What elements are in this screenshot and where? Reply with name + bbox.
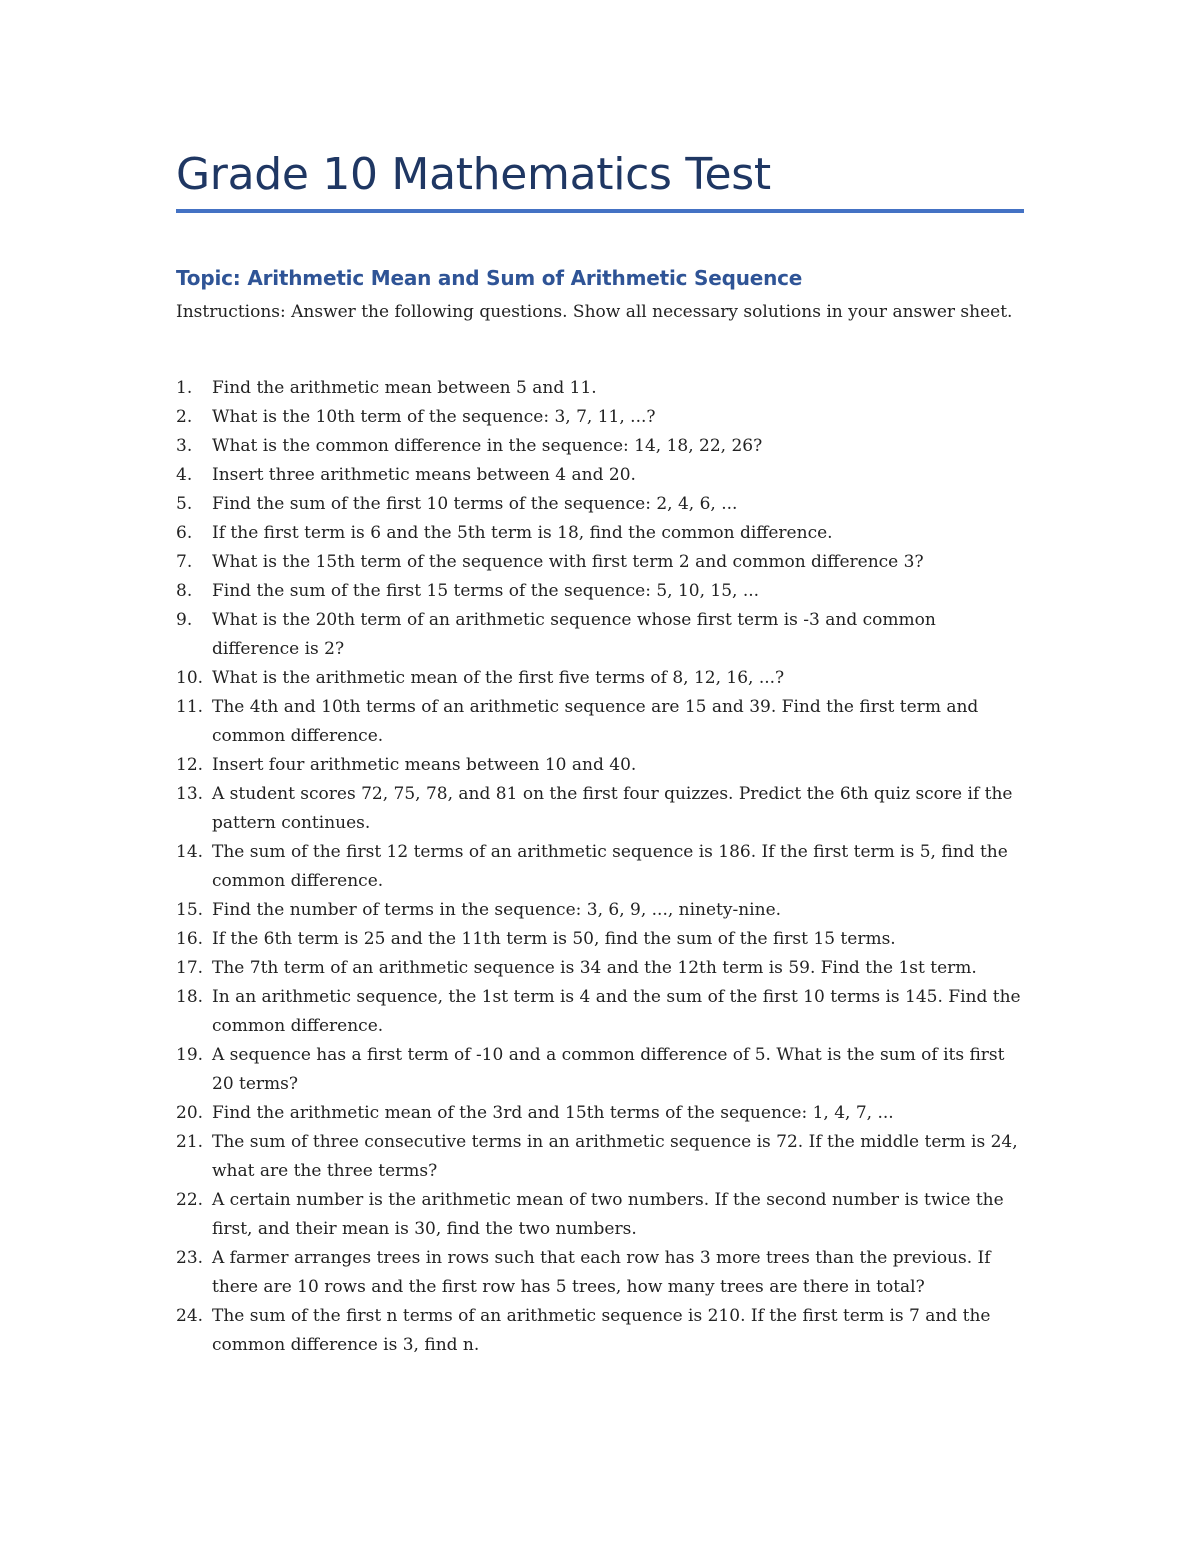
question-number: 1.: [176, 378, 193, 398]
question-number: 6.: [176, 523, 193, 543]
question-text: In an arithmetic sequence, the 1st term is 4 and the sum of the first 10 terms is 145. Find the common difference.: [212, 987, 1021, 1036]
page-title: Grade 10 Mathematics Test: [176, 149, 771, 200]
question-number: 8.: [176, 581, 193, 601]
question-item: [176, 954, 1024, 983]
question-item: [176, 751, 1024, 780]
question-text: Find the arithmetic mean between 5 and 11.: [212, 378, 597, 398]
question-item: [176, 1244, 1024, 1302]
question-item: [176, 1041, 1024, 1099]
question-number: 14.: [176, 842, 204, 862]
question-number: 3.: [176, 436, 193, 456]
question-number: 20.: [176, 1103, 204, 1123]
question-text: Insert three arithmetic means between 4 and 20.: [212, 465, 636, 485]
question-text: The sum of the first 12 terms of an arithmetic sequence is 186. If the first term is 5, find the common difference.: [212, 842, 1008, 891]
question-number: 5.: [176, 494, 193, 514]
question-text: Find the sum of the first 10 terms of the sequence: 2, 4, 6, ...: [212, 494, 738, 514]
question-number: 12.: [176, 755, 204, 775]
question-number: 7.: [176, 552, 193, 572]
question-number: 4.: [176, 465, 193, 485]
question-text: What is the arithmetic mean of the first five terms of 8, 12, 16, ...?: [212, 668, 785, 688]
question-number: 9.: [176, 610, 193, 630]
question-item: [176, 403, 1024, 432]
question-text: Find the number of terms in the sequence: 3, 6, 9, ..., ninety-nine.: [212, 900, 782, 920]
question-number: 15.: [176, 900, 204, 920]
question-item: [176, 1099, 1024, 1128]
question-text: What is the 10th term of the sequence: 3, 7, 11, ...?: [212, 407, 656, 427]
question-text: The sum of three consecutive terms in an arithmetic sequence is 72. If the middle term is 24, what are the three terms?: [212, 1132, 1018, 1181]
question-text: If the 6th term is 25 and the 11th term is 50, find the sum of the first 15 terms.: [212, 929, 896, 949]
topic-heading: Topic: Arithmetic Mean and Sum of Arithmetic Sequence: [176, 266, 803, 290]
question-text: A farmer arranges trees in rows such that each row has 3 more trees than the previous. If there are 10 rows and the first row has 5 trees, how many trees are there in total?: [212, 1248, 991, 1297]
question-item: [176, 983, 1024, 1041]
question-item: [176, 664, 1024, 693]
question-number: 2.: [176, 407, 193, 427]
question-number: 18.: [176, 987, 204, 1007]
question-text: Insert four arithmetic means between 10 and 40.: [212, 755, 637, 775]
question-text: What is the 20th term of an arithmetic sequence whose first term is -3 and common difference is 2?: [212, 610, 936, 659]
question-text: If the first term is 6 and the 5th term is 18, find the common difference.: [212, 523, 833, 543]
title-underline: [176, 209, 1024, 213]
question-text: The sum of the first n terms of an arithmetic sequence is 210. If the first term is 7 and the common difference is 3, find n.: [212, 1306, 991, 1355]
question-item: [176, 1186, 1024, 1244]
question-item: [176, 896, 1024, 925]
question-item: [176, 432, 1024, 461]
question-item: [176, 1128, 1024, 1186]
question-number: 17.: [176, 958, 204, 978]
question-number: 24.: [176, 1306, 204, 1326]
question-text: The 4th and 10th terms of an arithmetic sequence are 15 and 39. Find the first term and common difference.: [212, 697, 979, 746]
question-number: 23.: [176, 1248, 204, 1268]
question-item: [176, 490, 1024, 519]
question-number: 19.: [176, 1045, 204, 1065]
question-item: [176, 461, 1024, 490]
question-item: [176, 519, 1024, 548]
question-text: What is the common difference in the sequence: 14, 18, 22, 26?: [212, 436, 763, 456]
question-list: [176, 374, 1024, 1360]
question-item: [176, 693, 1024, 751]
question-number: 16.: [176, 929, 204, 949]
question-text: The 7th term of an arithmetic sequence is 34 and the 12th term is 59. Find the 1st term.: [212, 958, 977, 978]
question-item: [176, 780, 1024, 838]
instructions-text: Instructions: Answer the following questions. Show all necessary solutions in your answer sheet.: [176, 302, 1013, 322]
question-number: 13.: [176, 784, 204, 804]
question-item: [176, 925, 1024, 954]
question-text: What is the 15th term of the sequence with first term 2 and common difference 3?: [212, 552, 924, 572]
question-text: A student scores 72, 75, 78, and 81 on the first four quizzes. Predict the 6th quiz score if the pattern continues.: [212, 784, 1013, 833]
question-number: 10.: [176, 668, 204, 688]
question-item: [176, 1302, 1024, 1360]
question-item: [176, 577, 1024, 606]
question-item: [176, 606, 1024, 664]
question-text: A certain number is the arithmetic mean of two numbers. If the second number is twice the first, and their mean is 30, find the two numbers.: [212, 1190, 1004, 1239]
question-number: 22.: [176, 1190, 204, 1210]
question-text: A sequence has a first term of -10 and a common difference of 5. What is the sum of its first 20 terms?: [212, 1045, 1005, 1094]
question-number: 11.: [176, 697, 204, 717]
question-item: [176, 838, 1024, 896]
question-number: 21.: [176, 1132, 204, 1152]
question-text: Find the sum of the first 15 terms of the sequence: 5, 10, 15, ...: [212, 581, 760, 601]
question-text: Find the arithmetic mean of the 3rd and 15th terms of the sequence: 1, 4, 7, ...: [212, 1103, 894, 1123]
question-item: [176, 548, 1024, 577]
question-item: [176, 374, 1024, 403]
